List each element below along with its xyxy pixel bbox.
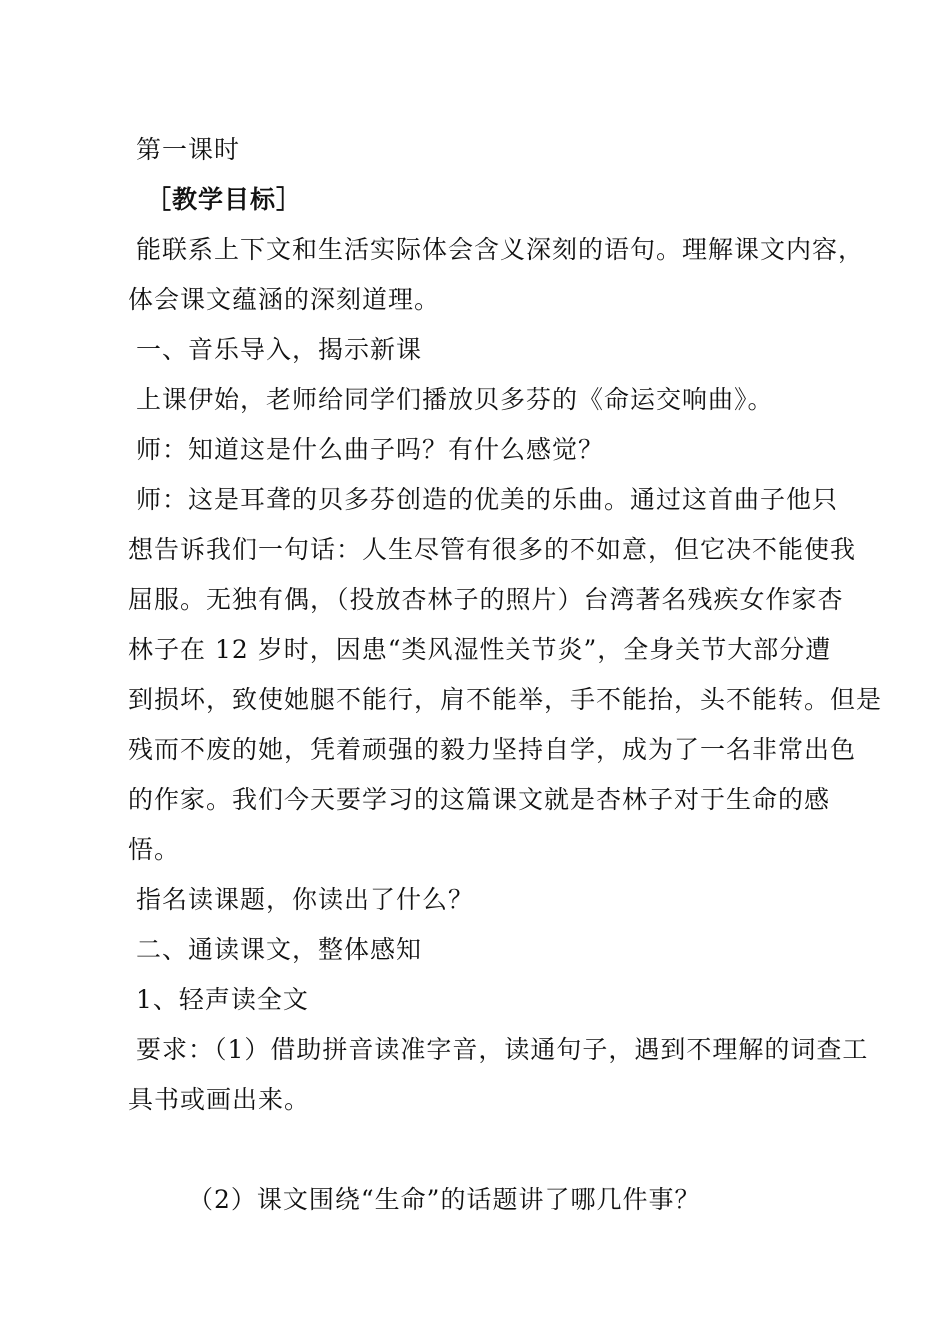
section-one-heading: 一、音乐导入，揭示新课 [136,335,423,364]
goal-text-line-1: 能联系上下文和生活实际体会含义深刻的语句。理解课文内容， [136,235,865,264]
goal-text-line-2: 体会课文蕴涵的深刻道理。 [128,285,441,314]
requirement-line-3: （2）课文围绕“生命”的话题讲了哪几件事？ [188,1185,701,1214]
paragraph-line: 屈服。无独有偶，（投放杏林子的照片）台湾著名残疾女作家杏 [128,585,844,614]
requirement-line-1: 要求：（1）借助拼音读准字音，读通句子，遇到不理解的词查工 [136,1035,869,1064]
teaching-goals-heading: ［教学目标］ [146,185,303,214]
paragraph-line: 的作家。我们今天要学习的这篇课文就是杏林子对于生命的感 [128,785,831,814]
paragraph-line: 林子在 12 岁时，因患“类风湿性关节炎”，全身关节大部分遭 [128,635,832,664]
paragraph-line: 悟。 [128,835,181,864]
lesson-period-heading: 第一课时 [136,135,241,164]
paragraph-line: 师：知道这是什么曲子吗？有什么感觉？ [136,435,605,464]
paragraph-line: 指名读课题，你读出了什么？ [136,885,475,914]
paragraph-line: 想告诉我们一句话：人生尽管有很多的不如意，但它决不能使我 [128,535,857,564]
paragraph-line: 到损坏，致使她腿不能行，肩不能举，手不能抬，头不能转。但是 [128,685,883,714]
paragraph-line: 残而不废的她，凭着顽强的毅力坚持自学，成为了一名非常出色 [128,735,857,764]
paragraph-line: 上课伊始，老师给同学们播放贝多芬的《命运交响曲》。 [136,385,774,414]
section-two-heading: 二、通读课文，整体感知 [136,935,423,964]
paragraph-line: 师：这是耳聋的贝多芬创造的优美的乐曲。通过这首曲子他只 [136,485,839,514]
step-heading: 1、轻声读全文 [136,985,309,1014]
requirement-line-2: 具书或画出来。 [128,1085,311,1114]
